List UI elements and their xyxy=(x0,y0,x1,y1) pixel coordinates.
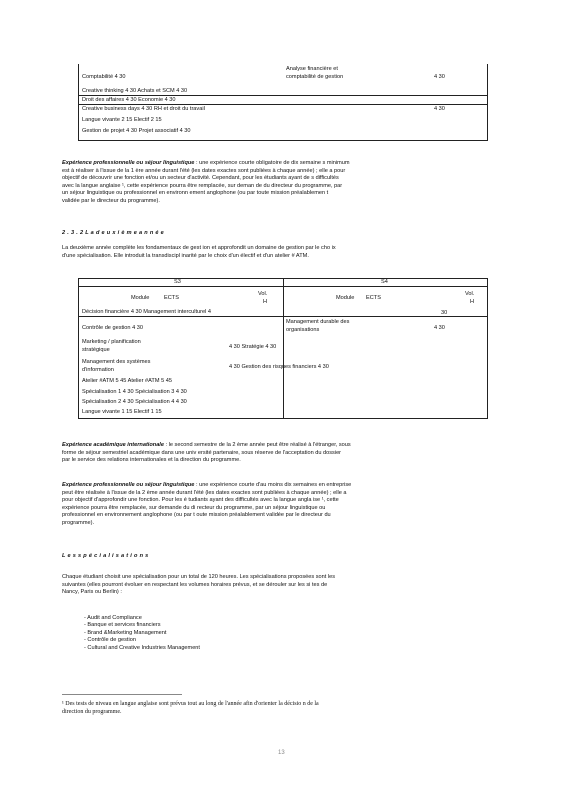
table-2-row-strategy: 4 30 Stratégie 4 30 xyxy=(229,344,277,350)
table-1-cell-financial-analysis-2: comptabilité de gestion xyxy=(286,74,344,80)
section-heading-2-3-2: 2 . 3 . 2 L a d e u x i è m e a n n é e xyxy=(62,230,165,236)
table-2-cell-sustainable-mgmt-2: organisations xyxy=(286,327,320,333)
experience-line-2: est à réaliser à l'issue de la 1 ère année durant l'été (les dates exactes sont publiées à chaque année) ; elle a pour xyxy=(62,167,346,174)
table-1-row-creative-thinking: Creative thinking 4 30 Achats et SCM 4 30 xyxy=(82,88,188,94)
academic-experience-line-1: : le second semestre de la 2 ème année peut être réalisé à l'étranger, sous xyxy=(163,442,351,448)
experience-2-line-5: professionnel en environnement anglophone (ou par t oute mission préalablement validée par le directeur du xyxy=(62,512,331,519)
academic-experience-paragraph xyxy=(62,442,502,465)
list-item: - Brand &Marketing Management xyxy=(84,629,167,636)
experience-line-4: avec la langue anglaise ¹, cette expérience pourra être remplacée, sur deman de du directeur du programme, par xyxy=(62,182,343,189)
experience-2-lead: Expérience professionnelle ou séjour linguistique xyxy=(62,482,195,488)
specialisations-line-2: suivantes (elles pourront évoluer en respectant les volumes horaires prévus, et se dérouler sur les si tes de xyxy=(62,581,328,588)
header-module-s3: Module xyxy=(131,295,150,301)
table-1-row-language: Langue vivante 2 15 Electif 2 15 xyxy=(82,117,162,123)
specialisations-heading: L e s s p é c i a l i s a t i o n s xyxy=(62,553,149,559)
table-2-cell-ects: 4 30 xyxy=(434,325,445,331)
table-2-row-specialisation-1: Spécialisation 1 4 30 Spécialisation 3 4 30 xyxy=(82,389,187,395)
header-ects-s3: ECTS xyxy=(164,295,179,301)
list-item: - Banque et services financiers xyxy=(84,622,161,629)
experience-paragraph-2 xyxy=(62,482,502,528)
experience-paragraph-1 xyxy=(62,160,502,206)
table-2-cell-30: 30 xyxy=(441,310,448,316)
header-module-s4: Module xyxy=(336,295,355,301)
table-1-row-project: Gestion de projet 4 30 Projet associatif 4 30 xyxy=(82,128,191,134)
section-2-3-2-line-2: d'une spécialisation. Elle introduit la transdiscipl inarité par le choix d'un électif et d'un atelier # ATM. xyxy=(62,252,309,259)
list-item: - Cultural and Creative Industries Management xyxy=(84,644,200,651)
header-vol-s4: Vol. xyxy=(465,291,475,297)
academic-experience-line-3: par le service des relations internationales et la direction du programme. xyxy=(62,457,241,464)
table-2-row-language: Langue vivante 1 15 Electif 1 15 xyxy=(82,409,162,415)
academic-experience-line-2: forme de séjour semestriel académique dans une univ ersité partenaire, sous réserve de l'acceptation du dossier xyxy=(62,449,342,456)
header-vol-s3: Vol. xyxy=(258,291,268,297)
semester-4-label: S4 xyxy=(381,279,388,285)
header-h-s3: H xyxy=(263,299,268,305)
table-1-cell-ects: 4 30 xyxy=(434,74,445,80)
table-1-row-accounting: Comptabilité 4 30 xyxy=(82,74,126,80)
footnote-separator xyxy=(62,694,182,695)
experience-line-3: objectif de découvrir une fonction et/ou un secteur d'activité. Cependant, pour les étudiants ayant de s difficultés xyxy=(62,175,339,182)
section-2-3-2-paragraph xyxy=(62,245,502,260)
list-item: - Contrôle de gestion xyxy=(84,637,136,644)
table-2-row-atelier: Atelier #ATM 5 45 Atelier #ATM 5 45 xyxy=(82,378,172,384)
table-2-row-risk-management: 4 30 Gestion des risques financiers 4 30 xyxy=(229,364,329,370)
table-1-cell-ects-2: 4 30 xyxy=(434,106,445,112)
semester-3-label: S3 xyxy=(174,279,181,285)
experience-2-line-4: expérience pourra être remplacée, sur demande du di recteur du programme, par un séjour linguistique ou xyxy=(62,504,326,511)
academic-experience-lead: Expérience académique internationale xyxy=(62,442,164,448)
list-item: - Audit and Compliance xyxy=(84,615,142,621)
experience-2-line-1: : une expérience courte d'au moins dix semaines en entreprise xyxy=(194,482,352,488)
table-2-cell-marketing: Marketing / planification xyxy=(82,339,141,345)
experience-2-line-3: pour objectif d'approfondir une fonction. Pour les é tudiants ayant des difficultés avec la langue angla ise ¹, cette xyxy=(62,497,339,504)
table-1-row-creative-business-days: Creative business days 4 30 RH et droit du travail xyxy=(82,106,205,112)
experience-line-1: : une expérience courte obligatoire de dix semaine s minimum xyxy=(194,160,350,166)
experience-2-line-2: peut être réalisée à l'issue de la 2 ème année durant l'été (les dates exactes sont publiées à chaque année) ; elle a xyxy=(62,489,347,496)
table-1-row-business-law: Droit des affaires 4 30 Economie 4 30 xyxy=(82,97,176,103)
footnote-line-2: direction du programme. xyxy=(62,709,122,715)
experience-line-6: validée par le directeur du programme). xyxy=(62,197,160,204)
specialisations-list xyxy=(84,615,200,652)
table-2-cell-marketing-2: stratégique xyxy=(82,347,110,353)
table-2-cell-information-systems-2: d'information xyxy=(82,367,114,373)
table-2-cell-information-systems: Management des systèmes xyxy=(82,359,151,365)
header-h-s4: H xyxy=(470,299,475,305)
specialisations-line-3: Nancy, Paris ou Berlin) : xyxy=(62,589,122,596)
table-1-cell-financial-analysis: Analyse financière et xyxy=(286,66,338,72)
table-2-row-management-control: Contrôle de gestion 4 30 xyxy=(82,325,143,331)
header-ects-s4: ECTS xyxy=(366,295,381,301)
footnote-line-1: ¹ Des tests de niveau en langue anglaise sont prévus tout au long de l'année afin d'orienter la décisio n de la xyxy=(62,701,319,707)
table-2-row-specialisation-2: Spécialisation 2 4 30 Spécialisation 4 4 30 xyxy=(82,399,187,405)
experience-line-5: un séjour linguistique ou professionnel en environn ement anglophone (ou par toute mission préalablemen t xyxy=(62,190,329,197)
table-2-cell-sustainable-mgmt: Management durable des xyxy=(286,319,350,325)
experience-lead: Expérience professionnelle ou séjour linguistique xyxy=(62,160,195,166)
specialisations-paragraph xyxy=(62,574,502,597)
page-number: 13 xyxy=(278,750,285,756)
table-2-row-financial-decision: Décision financière 4 30 Management interculturel 4 xyxy=(82,309,212,315)
footnote xyxy=(62,700,502,716)
section-2-3-2-line-1: La deuxième année complète les fondamentaux de gest ion et approfondit un domaine de gestion par le cho ix xyxy=(62,245,336,251)
specialisations-line-1: Chaque étudiant choisit une spécialisation pour un total de 120 heures. Les spécialisations proposées sont les xyxy=(62,574,336,580)
experience-2-line-6: programme). xyxy=(62,519,95,526)
